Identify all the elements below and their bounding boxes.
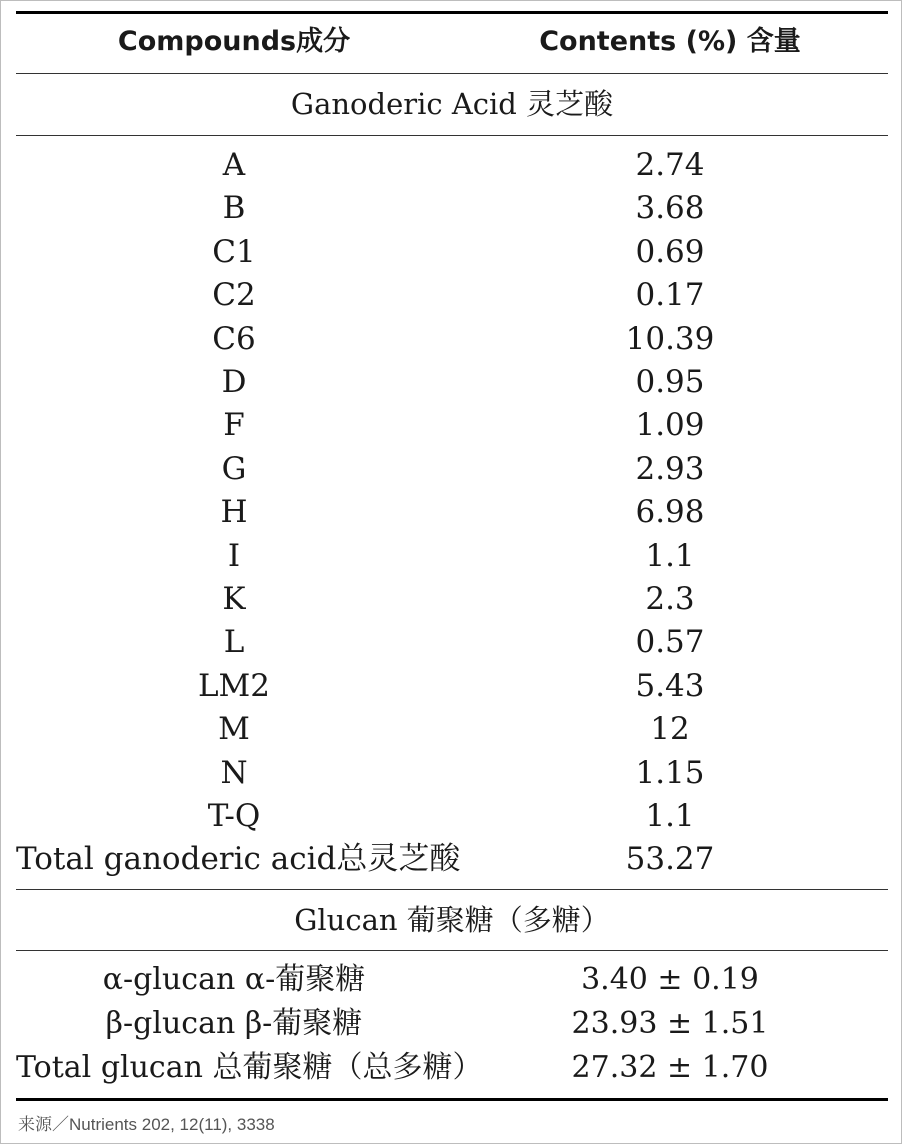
table-row-content: 0.95 — [635, 364, 705, 400]
table-row-compound: B — [222, 190, 246, 227]
table-row-content: 0.17 — [635, 277, 705, 314]
table-row-content: 1.09 — [635, 407, 705, 444]
table-row-content: 2.74 — [635, 147, 705, 183]
table-row-content: 1.1 — [645, 798, 695, 834]
source-caption: 来源／Nutrients 202, 12(11), 3338 — [18, 1115, 275, 1134]
table-row-content: 3.68 — [635, 190, 705, 227]
section-title-ganoderic-acid: Ganoderic Acid 灵芝酸 — [290, 87, 614, 121]
table-row-compound: F — [223, 407, 245, 444]
table-row-content: 1.1 — [645, 537, 695, 574]
table-row-compound: I — [227, 537, 241, 574]
table-bottom-rule — [16, 1098, 888, 1101]
header-compounds: Compounds成分 — [117, 26, 351, 57]
table-row-compound: β-glucan β-葡聚糖 — [105, 1006, 363, 1041]
table-row-compound: Total glucan 总葡聚糖（总多糖） — [16, 1050, 483, 1085]
table-row-compound: L — [223, 624, 245, 661]
table-row-content: 10.39 — [625, 320, 715, 357]
section-rule — [16, 135, 888, 136]
section-rule — [16, 950, 888, 951]
table-row-compound: D — [221, 364, 247, 400]
table-row-content: 5.43 — [635, 667, 705, 704]
table-row-content: 2.3 — [645, 581, 695, 617]
table-row-compound: C2 — [212, 277, 256, 314]
table-row-compound: T-Q — [207, 798, 261, 834]
table-row-content: 0.69 — [635, 233, 705, 270]
table-row-compound: G — [221, 450, 247, 487]
table-row-content: 23.93 ± 1.51 — [571, 1006, 769, 1041]
table-row-compound: LM2 — [197, 667, 271, 704]
table-row-content: 0.57 — [635, 624, 705, 661]
table-row-compound: N — [220, 754, 248, 791]
table-row-compound: Total ganoderic acid总灵芝酸 — [16, 841, 461, 878]
table-row-compound: K — [222, 581, 246, 617]
table-row-content: 12 — [650, 711, 690, 748]
table-row-compound: C6 — [212, 320, 256, 357]
table-row-compound: C1 — [212, 233, 256, 270]
header-contents: Contents (%) 含量 — [539, 26, 801, 57]
table-row-content: 1.15 — [635, 754, 705, 791]
table-row-compound: A — [222, 147, 246, 183]
table-row-compound: M — [218, 711, 250, 748]
section-title-glucan: Glucan 葡聚糖（多糖） — [294, 903, 610, 937]
table-row-content: 3.40 ± 0.19 — [581, 962, 759, 997]
table-row-compound: H — [220, 494, 248, 531]
table-row-content: 2.93 — [635, 450, 705, 487]
table-row-content: 27.32 ± 1.70 — [571, 1050, 769, 1085]
table-row-content: 53.27 — [625, 841, 715, 878]
table-row-compound: α-glucan α-葡聚糖 — [102, 962, 366, 997]
table-row-content: 6.98 — [635, 494, 705, 531]
